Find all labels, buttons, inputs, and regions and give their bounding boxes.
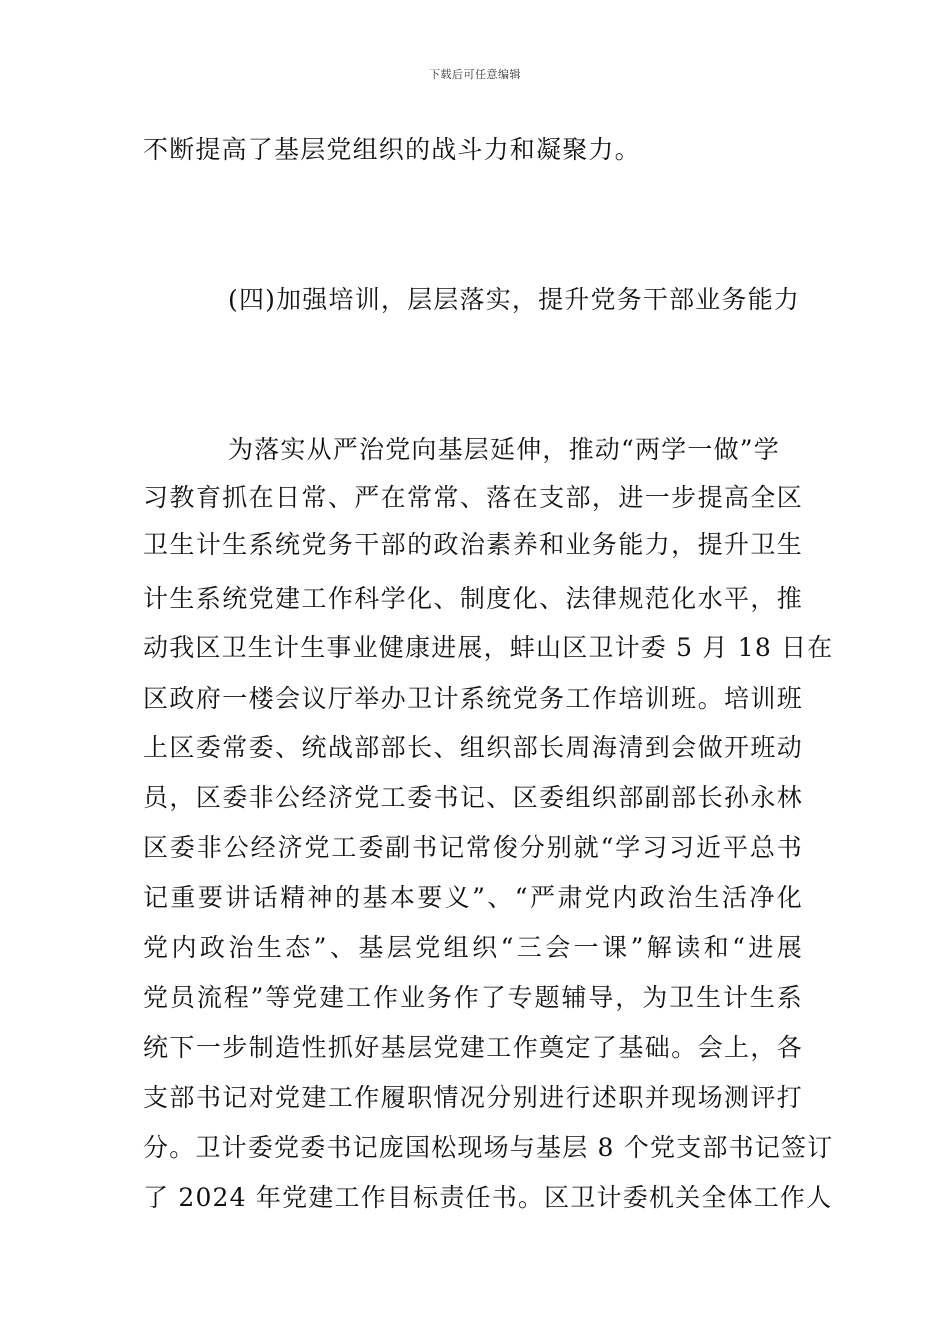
paragraph-line: 区委非公经济党工委副书记常俊分别就“学习习近平总书 (143, 833, 803, 862)
paragraph-line: 了 2024 年党建工作目标责任书。区卫计委机关全体工作人 (143, 1183, 833, 1212)
paragraph-line: 动我区卫生计生事业健康进展，蚌山区卫计委 5 月 18 日在 (143, 633, 834, 662)
paragraph-line: 卫生计生系统党务干部的政治素养和业务能力，提升卫生 (143, 530, 803, 559)
paragraph-line: 分。卫计委党委书记庞国松现场与基层 8 个党支部书记签订 (143, 1133, 834, 1162)
paragraph-line: 党内政治生态”、基层党组织“三会一课”解读和“进展 (143, 933, 803, 962)
paragraph-line: 上区委常委、统战部部长、组织部长周海清到会做开班动 (143, 733, 803, 762)
first-line: 不断提高了基层党组织的战斗力和凝聚力。 (143, 135, 641, 164)
header-note: 下载后可任意编辑 (429, 68, 521, 81)
section-heading: (四)加强培训，层层落实，提升党务干部业务能力 (228, 285, 801, 314)
paragraph-line: 计生系统党建工作科学化、制度化、法律规范化水平，推 (143, 584, 803, 613)
paragraph-line: 统下一步制造性抓好基层党建工作奠定了基础。会上，各 (143, 1033, 803, 1062)
paragraph-line: 为落实从严治党向基层延伸，推动“两学一做”学 (228, 435, 780, 464)
paragraph-line: 员，区委非公经济党工委书记、区委组织部副部长孙永林 (143, 783, 803, 812)
paragraph-line: 支部书记对党建工作履职情况分别进行述职并现场测评打 (143, 1083, 803, 1112)
paragraph-line: 党员流程”等党建工作业务作了专题辅导，为卫生计生系 (143, 983, 803, 1012)
paragraph-line: 区政府一楼会议厅举办卫计系统党务工作培训班。培训班 (143, 684, 803, 713)
paragraph-line: 习教育抓在日常、严在常常、落在支部，进一步提高全区 (143, 483, 803, 512)
paragraph-line: 记重要讲话精神的基本要义”、“严肃党内政治生活净化 (143, 883, 803, 912)
